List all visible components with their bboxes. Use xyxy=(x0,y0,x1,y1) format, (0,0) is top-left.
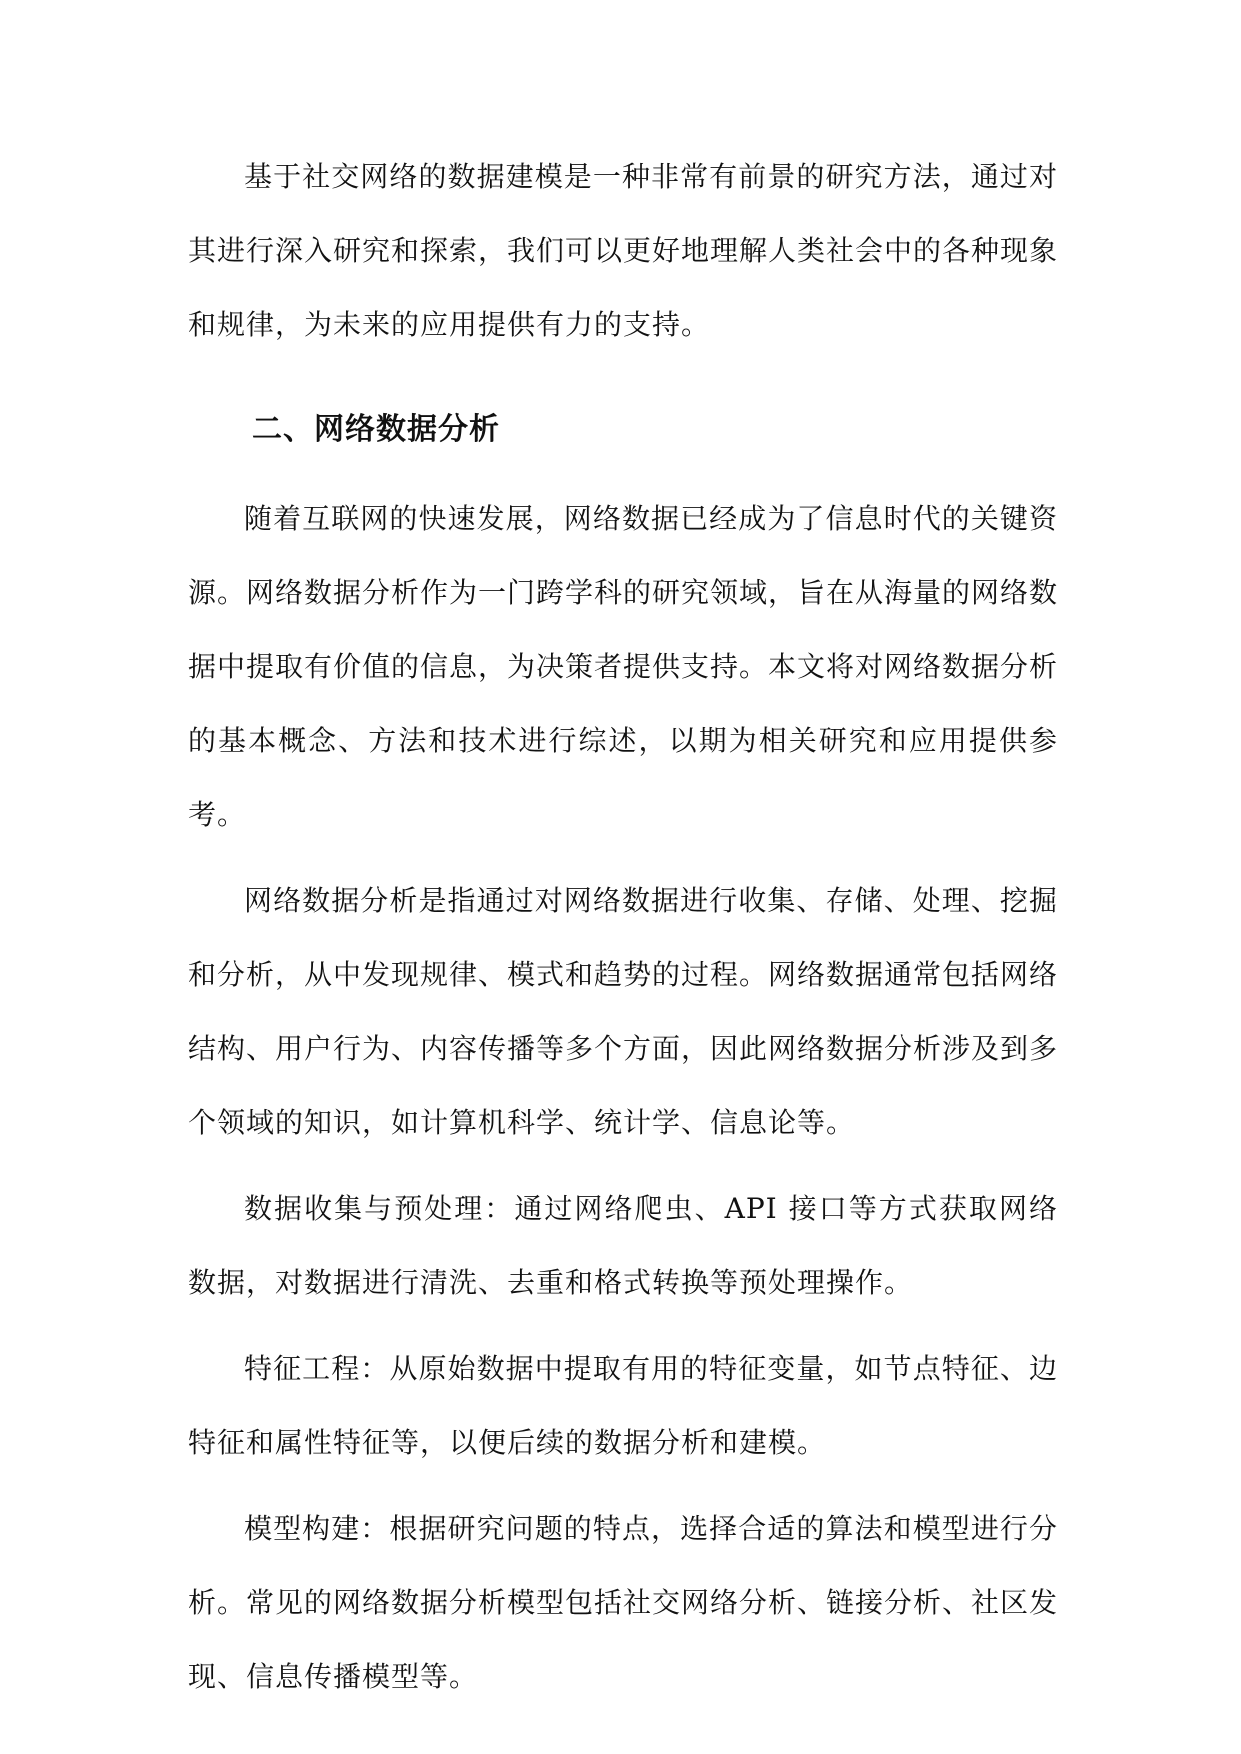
intro-paragraph: 基于社交网络的数据建模是一种非常有前景的研究方法，通过对其进行深入研究和探索，我们可以更好地理解人类社会中的各种现象和规律，为未来的应用提供有力的支持。 xyxy=(188,160,1059,341)
paragraph-feature-engineering: 特征工程：从原始数据中提取有用的特征变量，如节点特征、边特征和属性特征等，以便后续的数据分析和建模。 xyxy=(188,1352,1058,1459)
paragraph-model-building: 模型构建：根据研究问题的特点，选择合适的算法和模型进行分析。常见的网络数据分析模型包括社交网络分析、链接分析、社区发现、信息传播模型等。 xyxy=(188,1512,1059,1693)
paragraph-overview: 随着互联网的快速发展，网络数据已经成为了信息时代的关键资源。网络数据分析作为一门跨学科的研究领域，旨在从海量的网络数据中提取有价值的信息，为决策者提供支持。本文将对网络数据分析的基本概念、方法和技术进行综述，以期为相关研究和应用提供参考。 xyxy=(188,502,1059,831)
text-column xyxy=(188,140,1058,1726)
paragraph-definition: 网络数据分析是指通过对网络数据进行收集、存储、处理、挖掘和分析，从中发现规律、模式和趋势的过程。网络数据通常包括网络结构、用户行为、内容传播等多个方面，因此网络数据分析涉及到多个领域的知识，如计算机科学、统计学、信息论等。 xyxy=(188,884,1059,1139)
section-heading: 二、网络数据分析 xyxy=(252,412,500,447)
paragraph-data-collection: 数据收集与预处理：通过网络爬虫、API 接口等方式获取网络数据，对数据进行清洗、去重和格式转换等预处理操作。 xyxy=(188,1192,1058,1299)
